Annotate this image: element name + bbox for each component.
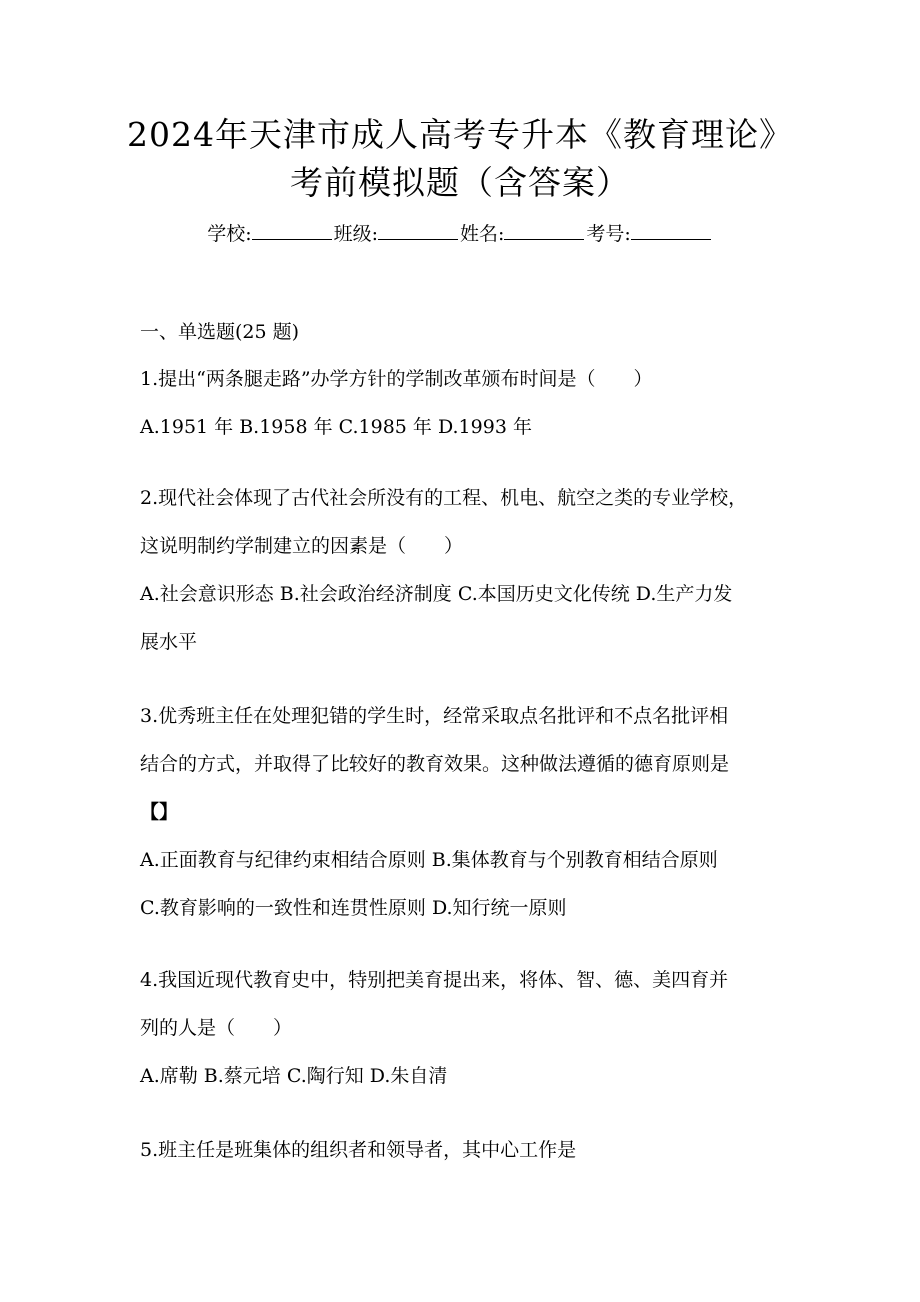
school-label: 学校: [207,223,252,245]
class-blank [378,221,458,240]
question-4-stem-line1: 4.我国近现代教育史中，特别把美育提出来，将体、智、德、美四育并 [140,969,729,991]
question-2-stem-line1: 2.现代社会体现了古代社会所没有的工程、机电、航空之类的专业学校， [140,487,748,509]
school-blank [252,221,332,240]
question-2-stem-line2: 这说明制约学制建立的因素是（ ） [140,535,464,557]
name-blank [504,221,584,240]
question-1-stem-line1: 1.提出“两条腿走路”办学方针的学制改革颁布时间是（ ） [140,368,653,390]
question-3-options-line1: A.正面教育与纪律约束相结合原则 B.集体教育与个别教育相结合原则 [140,849,718,871]
name-label: 姓名: [460,223,505,245]
exam-no-blank [631,221,711,240]
question-1-options-line1: A.1951 年 B.1958 年 C.1985 年 D.1993 年 [140,416,532,438]
class-label: 班级: [333,223,378,245]
question-2-options-line2: 展水平 [140,631,198,653]
question-4-options-line1: A.席勒 B.蔡元培 C.陶行知 D.朱自清 [140,1065,448,1087]
document-title-line2: 考前模拟题（含答案） [290,163,630,202]
question-2-options-line1: A.社会意识形态 B.社会政治经济制度 C.本国历史文化传统 D.生产力发 [140,583,733,605]
question-4-stem-line2: 列的人是（ ） [140,1017,293,1039]
question-3-options-line2: C.教育影响的一致性和连贯性原则 D.知行统一原则 [140,897,567,919]
question-5-stem-line1: 5.班主任是班集体的组织者和领导者，其中心工作是 [140,1139,577,1161]
exam-no-label: 考号: [586,223,631,245]
question-3-stem-line1: 3.优秀班主任在处理犯错的学生时，经常采取点名批评和不点名批评相 [140,705,729,727]
document-title-line1: 2024年天津市成人高考专升本《教育理论》 [127,115,793,154]
section-heading: 一、单选题(25 题) [140,321,300,343]
question-3-answer-bracket: 【】 [140,801,179,823]
question-3-stem-line2: 结合的方式，并取得了比较好的教育效果。这种做法遵循的德育原则是 [140,753,730,775]
student-info-row [0,220,920,248]
